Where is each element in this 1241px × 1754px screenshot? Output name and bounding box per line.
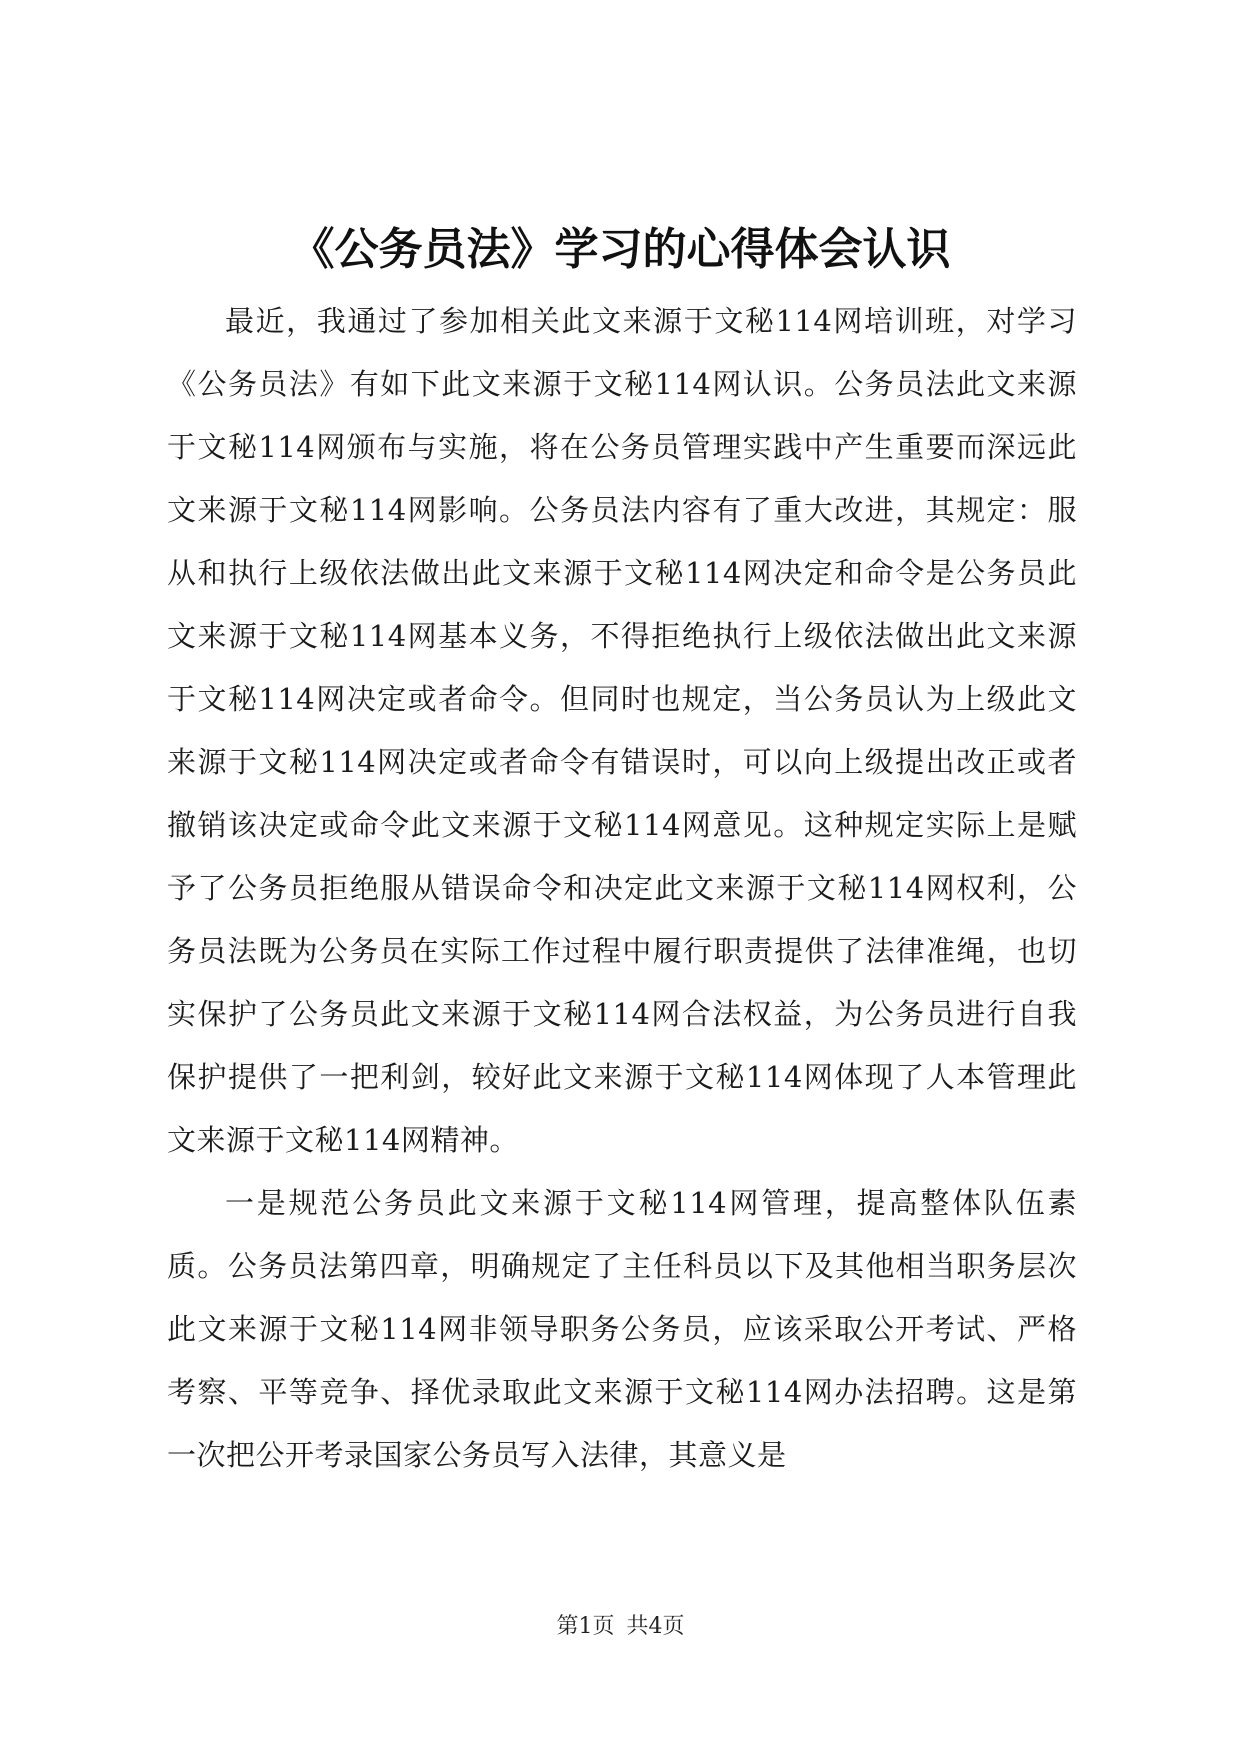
- document-body: [167, 290, 1077, 1487]
- document-title: 《公务员法》学习的心得体会认识: [290, 224, 951, 275]
- page-number: 第1页: [556, 1614, 615, 1639]
- paragraph: 最近，我通过了参加相关此文来源于文秘114网培训班，对学习《公务员法》有如下此文来源于文秘114网认识。公务员法此文来源于文秘114网颁布与实施，将在公务员管理实践中产生重要而深远此文来源于文秘114网影响。公务员法内容有了重大改进，其规定：服从和执行上级依法做出此文来源于文秘114网决定和命令是公务员此文来源于文秘114网基本义务，不得拒绝执行上级依法做出此文来源于文秘114网决定或者命令。但同时也规定，当公务员认为上级此文来源于文秘114网决定或者命令有错误时，可以向上级提出改正或者撤销该决定或命令此文来源于文秘114网意见。这种规定实际上是赋予了公务员拒绝服从错误命令和决定此文来源于文秘114网权利，公务员法既为公务员在实际工作过程中履行职责提供了法律准绳，也切实保护了公务员此文来源于文秘114网合法权益，为公务员进行自我保护提供了一把利剑，较好此文来源于文秘114网体现了人本管理此文来源于文秘114网精神。: [167, 304, 1077, 1157]
- page-total: 共4页: [626, 1614, 685, 1639]
- page-footer: [0, 1612, 1241, 1642]
- paragraph: 一是规范公务员此文来源于文秘114网管理，提高整体队伍素质。公务员法第四章，明确规定了主任科员以下及其他相当职务层次此文来源于文秘114网非领导职务公务员，应该采取公开考试、严格考察、平等竞争、择优录取此文来源于文秘114网办法招聘。这是第一次把公开考录国家公务员写入法律，其意义是: [167, 1186, 1077, 1472]
